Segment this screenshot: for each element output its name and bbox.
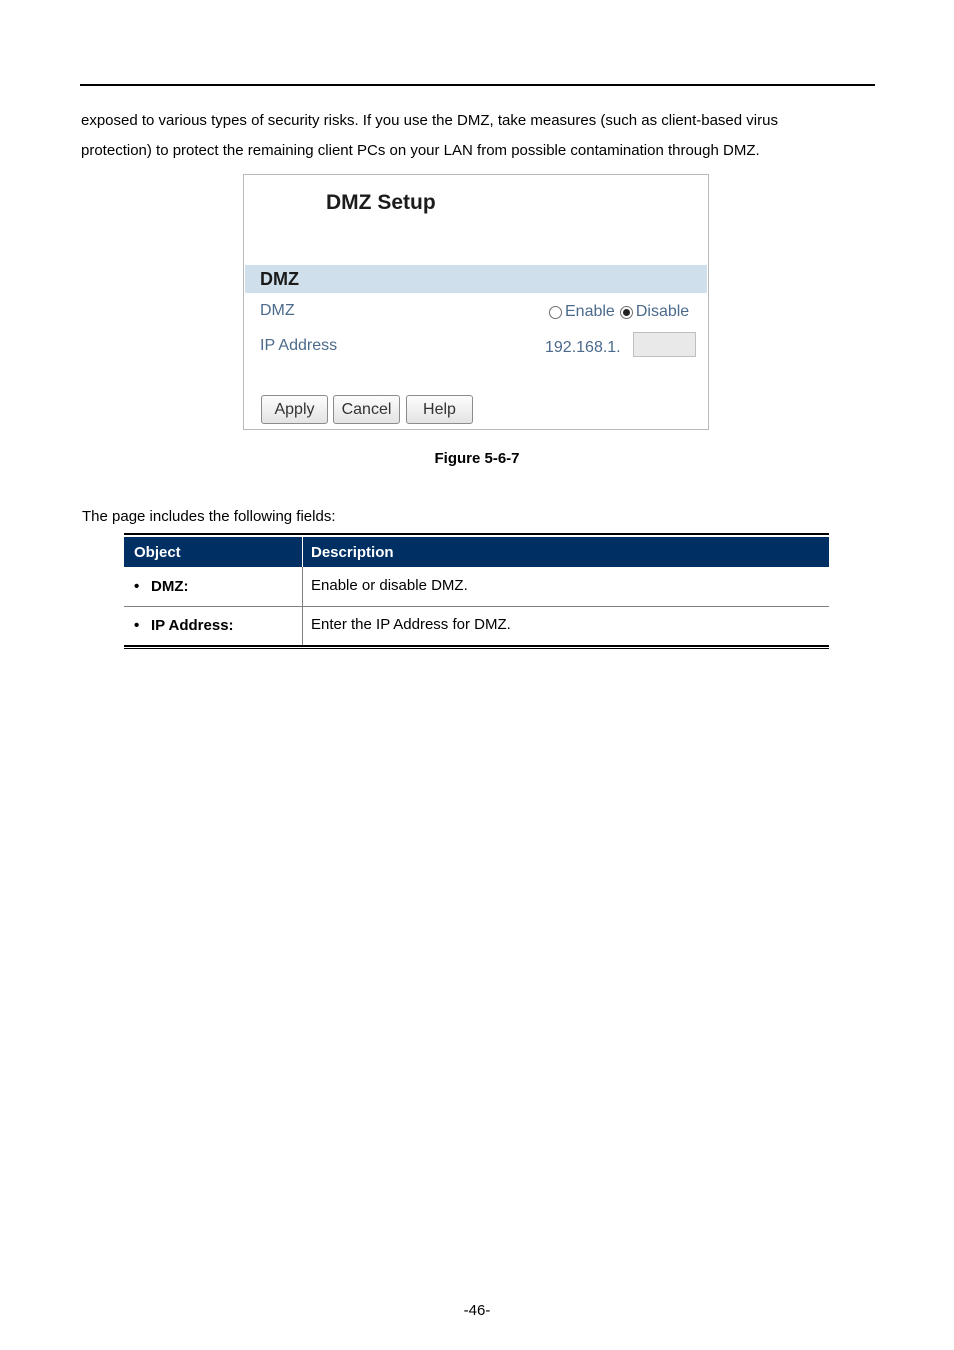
bullet-icon: •	[134, 617, 140, 634]
body-paragraph	[81, 106, 841, 166]
disable-radio[interactable]	[620, 306, 633, 319]
object-column-header: Object	[134, 544, 181, 561]
dmz-section-label: DMZ	[260, 269, 299, 289]
ip-address-label: IP Address	[260, 337, 338, 354]
dmz-setup-title: DMZ Setup	[326, 191, 436, 214]
body-line-1: exposed to various types of security risks. If you use the DMZ, take measures (such as client-based virus	[81, 112, 778, 129]
dmz-section-header	[245, 265, 707, 293]
table-header	[124, 537, 829, 567]
enable-radio[interactable]	[549, 306, 562, 319]
table-bottom-rule	[124, 645, 829, 647]
dmz-setup-screenshot	[243, 174, 709, 430]
page-number: -46-	[463, 1302, 491, 1319]
body-line-2: protection) to protect the remaining client PCs on your LAN from possible contamination through DMZ.	[81, 142, 760, 159]
ip-prefix: 192.168.1.	[545, 339, 621, 356]
figure-caption: Figure 5-6-7	[434, 450, 520, 467]
disable-radio-label[interactable]: Disable	[635, 303, 690, 320]
header-rule	[80, 84, 875, 86]
cancel-button[interactable]: Cancel	[333, 395, 400, 424]
description-column-header: Description	[311, 544, 394, 561]
row-description: Enter the IP Address for DMZ.	[311, 616, 511, 633]
fields-intro: The page includes the following fields:	[82, 508, 336, 525]
row-object	[134, 578, 189, 595]
table-row	[124, 567, 829, 606]
column-divider	[302, 567, 303, 646]
header-divider	[302, 537, 303, 567]
table-bottom-rule-2	[124, 648, 829, 649]
dmz-field-label: DMZ	[260, 302, 295, 319]
table-row	[124, 606, 829, 645]
ip-last-octet-input[interactable]	[633, 332, 696, 357]
bullet-icon: •	[134, 578, 140, 595]
row-object-text: DMZ:	[151, 578, 189, 595]
help-button[interactable]: Help	[406, 395, 473, 424]
apply-button[interactable]: Apply	[261, 395, 328, 424]
row-object	[134, 617, 234, 634]
dmz-radio-group	[549, 303, 694, 321]
table-top-rule	[124, 533, 829, 535]
enable-radio-label[interactable]: Enable	[565, 303, 615, 320]
row-object-text: IP Address:	[151, 617, 234, 634]
row-description: Enable or disable DMZ.	[311, 577, 468, 594]
